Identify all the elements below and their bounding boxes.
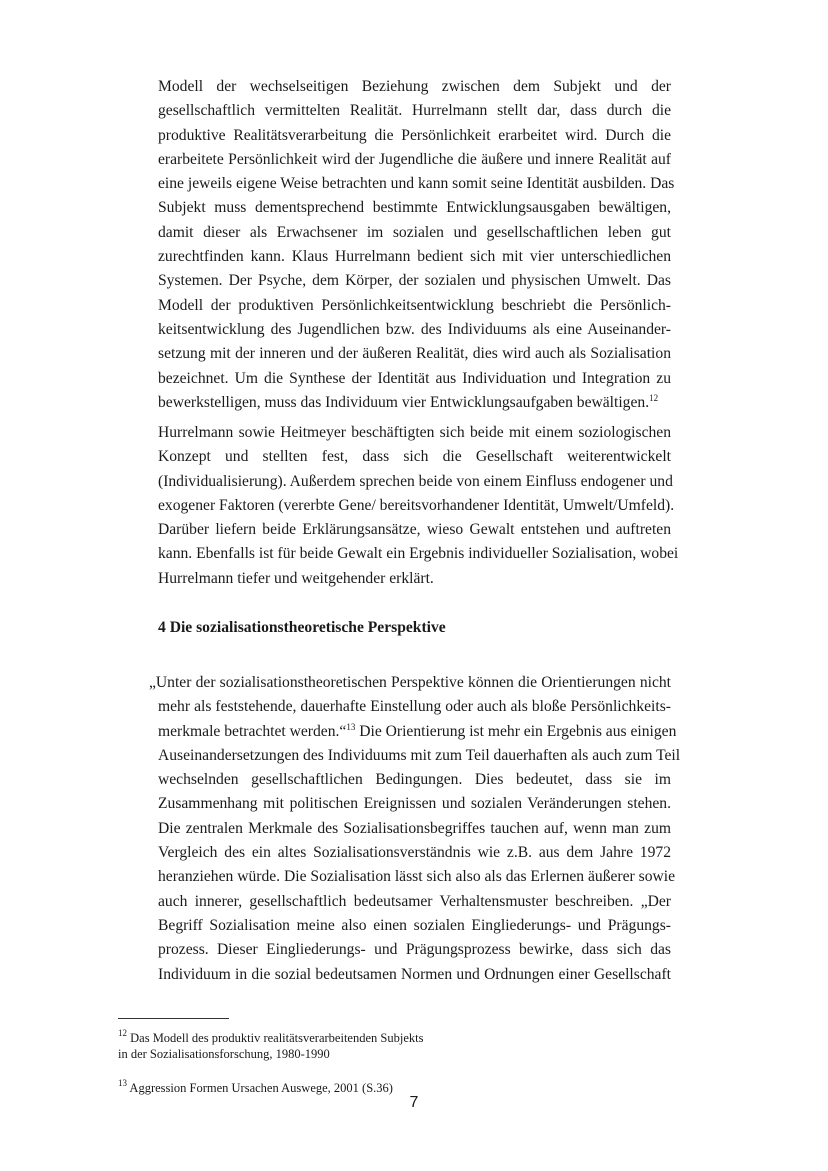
- text-line: damit dieser als Erwachsener im sozialen und gesellschaftlichen leben gut: [158, 223, 671, 241]
- text-segment: Die Orientierung ist mehr ein Ergebnis aus einigen: [355, 722, 677, 740]
- footnote-text: Das Modell des produktiv realitätsverarbeitenden Subjekts: [127, 1031, 424, 1045]
- text-line: Hurrelmann sowie Heitmeyer beschäftigten sich beide mit einem soziologischen: [158, 424, 671, 441]
- text-line-with-footnote: [158, 391, 671, 415]
- footnote-line: [118, 1030, 423, 1046]
- text-line: Subjekt muss dementsprechend bestimmte Entwicklungsausgaben bewältigen,: [158, 199, 671, 217]
- text-line: keitsentwicklung des Jugendlichen bzw. des Individuums als eine Auseinander-: [158, 320, 671, 338]
- text-line: Auseinandersetzungen des Individuums mit zum Teil dauerhaften als auch zum Teil: [158, 746, 681, 764]
- text-line: Hurrelmann tiefer und weitgehender erklärt.: [158, 569, 434, 587]
- text-line: Vergleich des ein altes Sozialisationsverständnis wie z.B. aus dem Jahre 1972: [158, 844, 671, 862]
- text-line: Modell der wechselseitigen Beziehung zwischen dem Subjekt und der: [158, 78, 671, 95]
- text-line: Konzept und stellten fest, dass sich die Gesellschaft weiterentwickelt: [158, 448, 671, 466]
- text-line-with-footnote: [158, 720, 677, 744]
- text-line: mehr als feststehende, dauerhafte Einstellung oder auch als bloße Persönlichkeits-: [158, 698, 671, 716]
- text-line: produktive Realitätsverarbeitung die Persönlichkeit erarbeitet wird. Durch die: [158, 126, 671, 144]
- text-line: wechselnden gesellschaftlichen Bedingungen. Dies bedeutet, dass sie im: [158, 771, 671, 789]
- text-line: auch innerer, gesellschaftlich bedeutsamer Verhaltensmuster beschreiben. „Der: [158, 892, 671, 910]
- text-line: prozess. Dieser Eingliederungs- und Prägungsprozess bewirke, dass sich das: [158, 941, 671, 959]
- text-line: bezeichnet. Um die Synthese der Identität aus Individuation und Integration zu: [158, 369, 671, 387]
- paragraph-comparison: [158, 421, 679, 591]
- text-line: erarbeitete Persönlichkeit wird der Jugendliche die äußere und innere Realität auf: [158, 150, 671, 168]
- page-number: 7: [409, 1094, 419, 1111]
- text-line: gesellschaftlich vermittelten Realität. Hurrelmann stellt dar, dass durch die: [158, 102, 671, 120]
- text-line: exogener Faktoren (vererbte Gene/ bereitsvorhandener Identität, Umwelt/Umfeld).: [158, 496, 675, 514]
- text-line: „Unter der sozialisationstheoretischen Perspektive können die Orientierungen nicht: [149, 674, 671, 691]
- footnote-text: Aggression Formen Ursachen Auswege, 2001 (S.36): [127, 1081, 393, 1095]
- text-line: Systemen. Der Psyche, dem Körper, der sozialen und physischen Umwelt. Das: [158, 272, 671, 290]
- text-line: Individuum in die sozial bedeutsamen Normen und Ordnungen einer Gesellschaft: [158, 965, 671, 983]
- text-line: (Individualisierung). Außerdem sprechen beide von einem Einfluss endogener und: [158, 472, 673, 490]
- text-segment: merkmale betrachtet werden.“: [158, 722, 347, 740]
- text-line: eine jeweils eigene Weise betrachten und kann somit seine Identität ausbilden. Das: [158, 175, 675, 193]
- text-line: Die zentralen Merkmale des Sozialisationsbegriffes tauchen auf, wenn man zum: [158, 819, 671, 837]
- footnote-mark: 13: [118, 1078, 127, 1088]
- paragraph-socialization-perspective: [149, 671, 681, 987]
- footnote-reference-12[interactable]: 12: [649, 392, 659, 403]
- text-line: heranziehen würde. Die Sozialisation lässt sich also als das Erlernen äußerer sowie: [158, 868, 676, 886]
- text-line: zurechtfinden kann. Klaus Hurrelmann bedient sich mit vier unterschiedlichen: [158, 248, 671, 266]
- text-line: Darüber liefern beide Erklärungsansätze, wieso Gewalt entstehen und auftreten: [158, 521, 671, 539]
- text-segment: bewerkstelligen, muss das Individuum vier Entwicklungsaufgaben bewältigen.: [158, 393, 650, 411]
- footnote-reference-13[interactable]: 13: [346, 721, 356, 732]
- text-line: Zusammenhang mit politischen Ereignissen und sozialen Veränderungen stehen.: [158, 795, 671, 813]
- footnote-mark: 12: [118, 1028, 127, 1038]
- footnote-line: in der Sozialisationsforschung, 1980-1990: [118, 1047, 330, 1061]
- text-line: kann. Ebenfalls ist für beide Gewalt ein Ergebnis individueller Sozialisation, wobei: [158, 545, 679, 563]
- footnote-12: [118, 1030, 423, 1062]
- footnote-divider: [118, 1018, 229, 1019]
- text-line: Modell der produktiven Persönlichkeitsentwicklung beschriebt die Persönlich-: [158, 296, 671, 314]
- text-line: Begriff Sozialisation meine also einen sozialen Eingliederungs- und Prägungs-: [158, 916, 671, 934]
- section-heading: 4 Die sozialisationstheoretische Perspektive: [158, 619, 446, 636]
- text-line: setzung mit der inneren und der äußeren Realität, dies wird auch als Sozialisation: [158, 345, 671, 363]
- paragraph-hurrelmann-model: [158, 75, 675, 415]
